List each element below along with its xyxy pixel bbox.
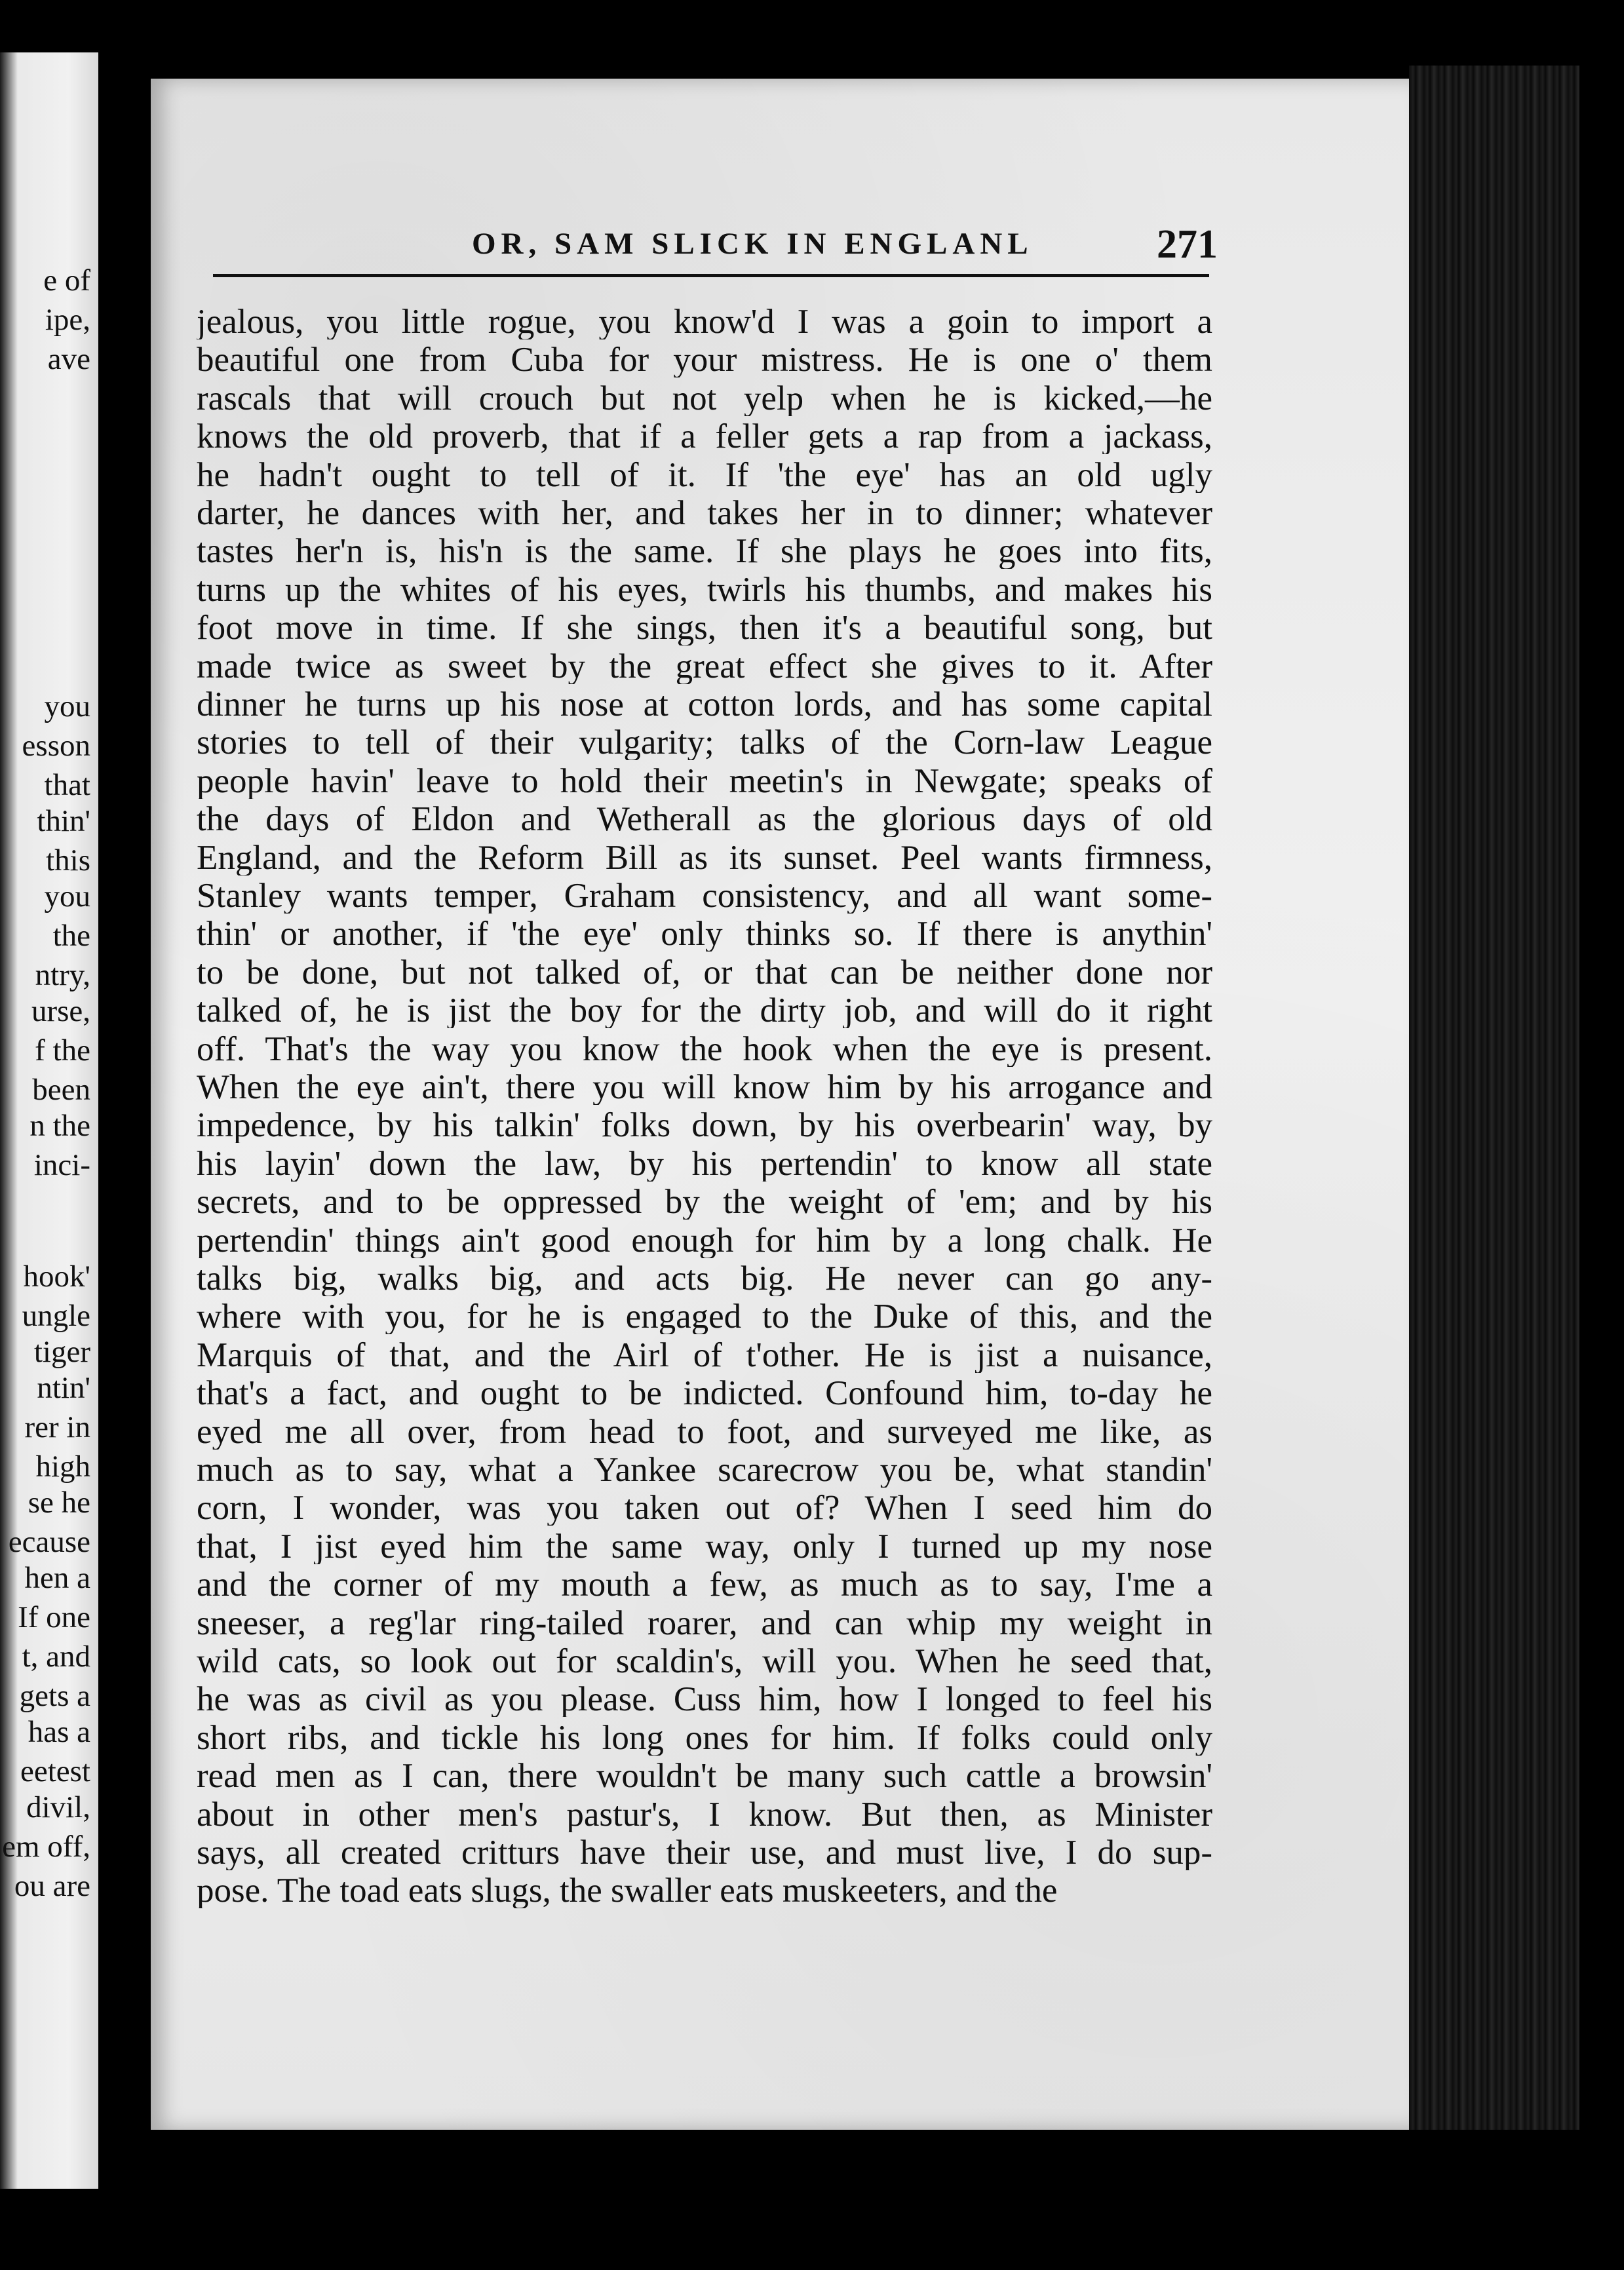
facing-page-fragment: ipe, [45, 303, 90, 337]
facing-page-fragment: f the [35, 1033, 90, 1068]
text-line: England, and the Reform Bill as its sunset. Peel wants firmness, [197, 841, 1212, 875]
facing-page-fragment: has a [28, 1715, 90, 1749]
text-line: where with you, for he is engaged to the Duke of this, and the [197, 1299, 1212, 1334]
text-line: rascals that will crouch but not yelp when he is kicked,—he [197, 381, 1212, 416]
facing-page-fragment: rer in [24, 1410, 90, 1444]
facing-page-fragment: ecause [8, 1525, 90, 1559]
text-line: he was as civil as you please. Cuss him, how I longed to feel his [197, 1682, 1212, 1717]
text-line: jealous, you little rogue, you know'd I was a goin to import a [197, 305, 1212, 339]
text-line: sneeser, a reg'lar ring-tailed roarer, and can whip my weight in [197, 1606, 1212, 1641]
text-line: the days of Eldon and Wetherall as the glorious days of old [197, 802, 1212, 837]
facing-page-fragment: gets a [19, 1679, 90, 1713]
text-line: impedence, by his talkin' folks down, by his overbearin' way, by [197, 1108, 1212, 1143]
facing-page-fragment: eetest [20, 1754, 90, 1788]
text-line: about in other men's pastur's, I know. But then, as Minister [197, 1798, 1212, 1832]
facing-page-fragment: ungle [22, 1299, 90, 1333]
text-line: corn, I wonder, was you taken out of? When I seed him do [197, 1491, 1212, 1526]
text-line: secrets, and to be oppressed by the weight of 'em; and by his [197, 1185, 1212, 1220]
text-line: When the eye ain't, there you will know him by his arrogance and [197, 1070, 1212, 1105]
facing-page-fragment: divil, [26, 1790, 90, 1824]
facing-page-fragment: ntin' [37, 1371, 90, 1405]
facing-page-fragment: t, and [22, 1640, 90, 1674]
text-line: Stanley wants temper, Graham consistency, and all want some- [197, 879, 1212, 914]
facing-page-fragment: se he [28, 1486, 90, 1520]
facing-page-edge [0, 52, 98, 2189]
facing-page-fragment: tiger [33, 1335, 90, 1369]
facing-page-fragment: hen a [24, 1561, 90, 1595]
text-line: Marquis of that, and the Airl of t'other. He is jist a nuisance, [197, 1338, 1212, 1373]
text-line: turns up the whites of his eyes, twirls his thumbs, and makes his [197, 573, 1212, 607]
facing-page-fragment: If one [18, 1600, 90, 1634]
text-line: tastes her'n is, his'n is the same. If she plays he goes into fits, [197, 534, 1212, 569]
text-line: says, all created critturs have their use, and must live, I do sup- [197, 1836, 1212, 1870]
facing-page-fragment: ou are [14, 1869, 90, 1903]
facing-page-fragment: em off, [2, 1830, 90, 1864]
text-line: pose. The toad eats slugs, the swaller eats muskeeters, and the [197, 1874, 1058, 1908]
text-line: that, I jist eyed him the same way, only I turned up my nose [197, 1529, 1212, 1564]
header-rule [213, 274, 1209, 277]
facing-page-fragment: been [32, 1073, 90, 1107]
text-line: short ribs, and tickle his long ones for him. If folks could only [197, 1721, 1212, 1756]
text-line: his layin' down the law, by his pertendin' to know all state [197, 1147, 1212, 1182]
text-line: thin' or another, if 'the eye' only thinks so. If there is anythin' [197, 917, 1212, 952]
text-line: he hadn't ought to tell of it. If 'the eye' has an old ugly [197, 458, 1212, 493]
running-title: OR, SAM SLICK IN ENGLANL [472, 227, 1034, 261]
facing-page-fragment: you [44, 689, 90, 723]
facing-page-fragment: e of [43, 263, 90, 298]
facing-page-fragment: that [44, 768, 90, 802]
facing-page-fragment: ave [47, 342, 90, 376]
text-line: talked of, he is jist the boy for the dirty job, and will do it right [197, 993, 1212, 1028]
facing-page-fragment: hook' [23, 1260, 90, 1294]
facing-page-fragment: the [52, 919, 90, 953]
text-line: that's a fact, and ought to be indicted. Confound him, to-day he [197, 1376, 1212, 1411]
text-line: beautiful one from Cuba for your mistress. He is one o' them [197, 343, 1212, 377]
page-number: 271 [1157, 222, 1218, 267]
facing-page-fragment: n the [29, 1109, 90, 1143]
facing-page-fragment: urse, [31, 994, 90, 1028]
text-line: dinner he turns up his nose at cotton lords, and has some capital [197, 687, 1212, 722]
facing-page-fragment: you [44, 879, 90, 914]
text-line: wild cats, so look out for scaldin's, will you. When he seed that, [197, 1644, 1212, 1679]
text-line: pertendin' things ain't good enough for him by a long chalk. He [197, 1223, 1212, 1258]
text-line: much as to say, what a Yankee scarecrow you be, what standin' [197, 1453, 1212, 1488]
facing-page-fragment: inci- [33, 1148, 90, 1182]
text-line: to be done, but not talked of, or that can be neither done nor [197, 955, 1212, 990]
text-line: off. That's the way you know the hook when the eye is present. [197, 1032, 1212, 1067]
facing-page-fragment: this [46, 843, 90, 877]
text-line: knows the old proverb, that if a feller gets a rap from a jackass, [197, 419, 1212, 454]
text-line: talks big, walks big, and acts big. He never can go any- [197, 1261, 1212, 1296]
text-line: people havin' leave to hold their meetin's in Newgate; speaks of [197, 764, 1212, 799]
text-line: read men as I can, there wouldn't be many such cattle a browsin' [197, 1759, 1212, 1794]
text-line: darter, he dances with her, and takes her in to dinner; whatever [197, 496, 1212, 531]
book-spine [1409, 66, 1579, 2130]
facing-page-fragment: esson [22, 729, 90, 763]
text-line: stories to tell of their vulgarity; talks of the Corn-law League [197, 725, 1212, 760]
text-line: made twice as sweet by the great effect she gives to it. After [197, 649, 1212, 684]
text-line: and the corner of my mouth a few, as much as to say, I'me a [197, 1568, 1212, 1602]
facing-page-fragment: high [35, 1450, 90, 1484]
facing-page-fragment: ntry, [35, 958, 90, 992]
facing-page-fragment: thin' [37, 804, 90, 838]
text-line: eyed me all over, from head to foot, and surveyed me like, as [197, 1415, 1212, 1450]
text-line: foot move in time. If she sings, then it's a beautiful song, but [197, 611, 1212, 645]
